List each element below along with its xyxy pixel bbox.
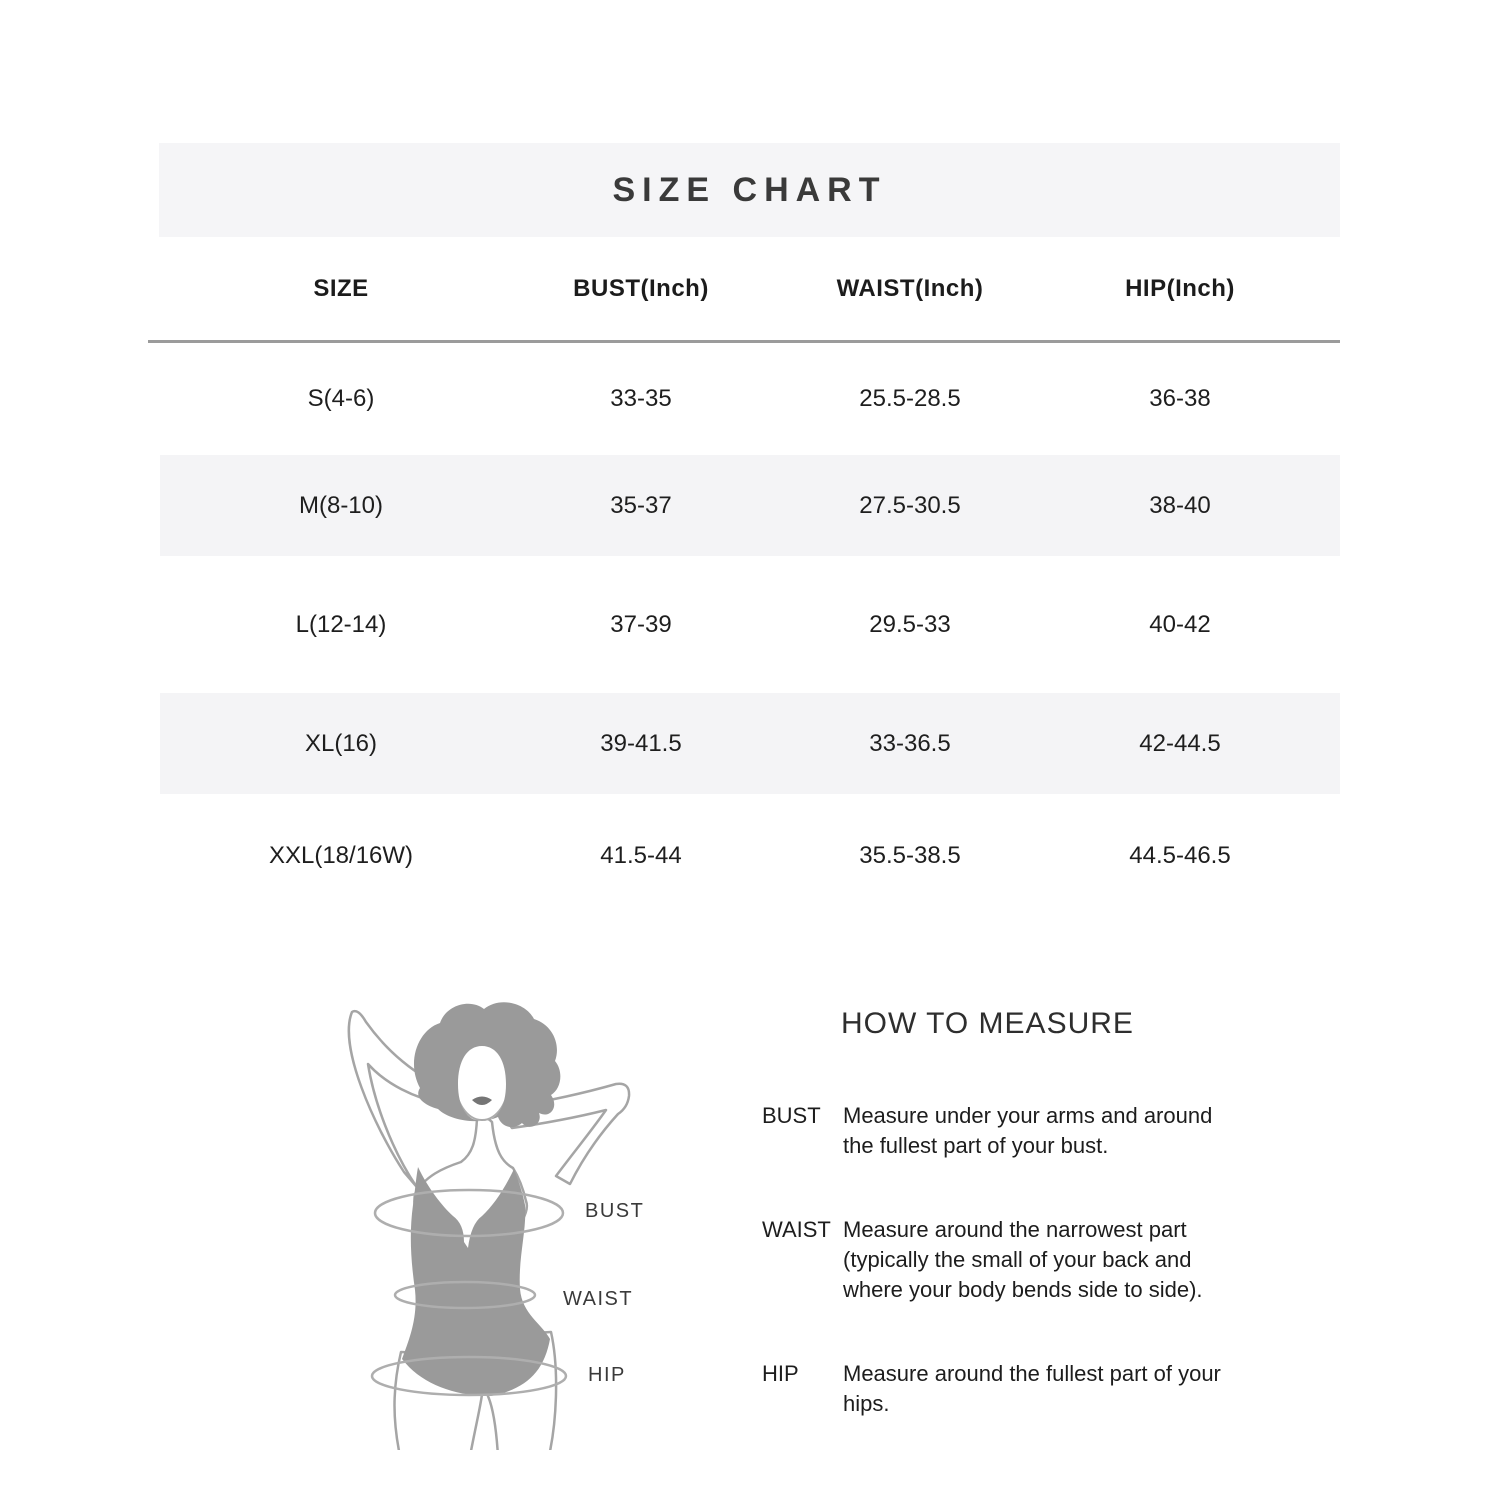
bust-cell: 35-37 xyxy=(610,491,672,519)
how-to-measure-title: HOW TO MEASURE xyxy=(841,1007,1134,1040)
size-cell: M(8-10) xyxy=(298,491,383,519)
size-cell: XL(16) xyxy=(304,729,378,757)
hip-cell: 36-38 xyxy=(1149,385,1211,412)
table-row xyxy=(160,794,1340,918)
measure-item-label: HIP xyxy=(762,1361,799,1386)
size-cell: S(4-6) xyxy=(307,385,375,412)
waist-cell: 29.5-33 xyxy=(869,610,951,638)
page-title: SIZE CHART xyxy=(612,170,887,209)
table-row xyxy=(160,556,1340,693)
waist-cell: 25.5-28.5 xyxy=(859,385,961,412)
size-table-header xyxy=(160,237,1340,340)
column-header-waist: WAIST(Inch) xyxy=(836,274,984,302)
column-header-hip: HIP(Inch) xyxy=(1125,274,1235,302)
waist-cell: 27.5-30.5 xyxy=(859,491,961,519)
waist-cell: 35.5-38.5 xyxy=(859,842,961,869)
bust-cell: 37-39 xyxy=(610,610,672,638)
body-figure-illustration xyxy=(330,1000,800,1450)
waist-cell: 33-36.5 xyxy=(869,729,951,757)
hip-cell: 38-40 xyxy=(1149,491,1211,519)
measure-item-text: Measure around the narrowest part (typically the small of your back and where your body bends side to side). xyxy=(843,1217,1203,1302)
measure-item-bust xyxy=(762,1101,1242,1161)
figure-hip-label: HIP xyxy=(588,1364,626,1386)
table-row xyxy=(160,693,1340,794)
size-chart-banner xyxy=(159,143,1340,237)
table-row xyxy=(160,343,1340,455)
hip-cell: 40-42 xyxy=(1149,610,1211,638)
measure-item-label: BUST xyxy=(762,1103,821,1128)
bust-cell: 41.5-44 xyxy=(600,842,682,869)
measure-item-waist xyxy=(762,1215,1242,1305)
size-cell: L(12-14) xyxy=(295,610,387,638)
hip-cell: 42-44.5 xyxy=(1139,729,1221,757)
bust-cell: 39-41.5 xyxy=(600,729,682,757)
figure-svg xyxy=(330,1000,800,1450)
size-table-body xyxy=(160,343,1340,918)
column-header-size: SIZE xyxy=(313,274,369,302)
column-header-bust: BUST(Inch) xyxy=(573,274,709,302)
measure-item-text: Measure around the fullest part of your hips. xyxy=(843,1361,1221,1416)
measure-item-label: WAIST xyxy=(762,1217,831,1242)
measure-item-text: Measure under your arms and around the fullest part of your bust. xyxy=(843,1103,1213,1158)
bust-cell: 33-35 xyxy=(610,385,672,412)
how-to-measure-section xyxy=(762,1007,1242,1473)
figure-bust-label: BUST xyxy=(585,1200,645,1222)
hip-cell: 44.5-46.5 xyxy=(1129,842,1231,869)
measure-item-hip xyxy=(762,1359,1242,1419)
size-cell: XXL(18/16W) xyxy=(268,842,414,869)
figure-waist-label: WAIST xyxy=(563,1288,634,1310)
table-row xyxy=(160,455,1340,556)
